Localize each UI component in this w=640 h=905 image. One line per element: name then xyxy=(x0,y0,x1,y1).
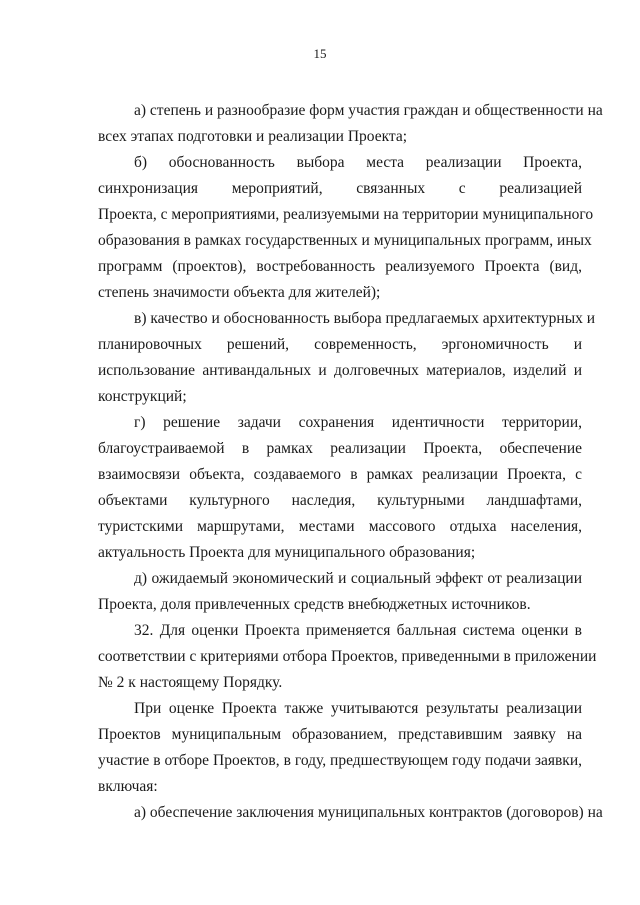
text-line: актуальность Проекта для муниципального образования; xyxy=(98,544,476,561)
criterion-a-paragraph xyxy=(98,98,603,150)
text-line: При оценке Проекта также учитываются результаты реализации xyxy=(134,700,582,717)
text-line: б) обоснованность выбора места реализации Проекта, xyxy=(134,154,582,171)
text-line: № 2 к настоящему Порядку. xyxy=(98,674,283,691)
text-line: соответствии с критериями отбора Проектов, приведенными в приложении xyxy=(98,648,597,665)
evaluation-results-paragraph xyxy=(98,696,582,800)
text-line: взаимосвязи объекта, создаваемого в рамках реализации Проекта, с xyxy=(98,466,582,483)
text-line: в) качество и обоснованность выбора предлагаемых архитектурных и xyxy=(134,310,596,327)
text-line: 32. Для оценки Проекта применяется балльная система оценки в xyxy=(134,622,582,639)
text-line: конструкций; xyxy=(98,388,187,405)
text-line: степень значимости объекта для жителей); xyxy=(98,284,381,301)
text-line: всех этапах подготовки и реализации Проекта; xyxy=(98,128,408,145)
criterion-v-paragraph xyxy=(98,306,596,410)
text-line: д) ожидаемый экономический и социальный эффект от реализации xyxy=(134,570,582,587)
text-line: Проектов муниципальным образованием, представившим заявку на xyxy=(98,726,582,743)
text-line: синхронизация мероприятий, связанных с реализацией xyxy=(98,180,582,197)
text-line: г) решение задачи сохранения идентичности территории, xyxy=(134,414,582,431)
text-line: Проекта, доля привлеченных средств внебюджетных источников. xyxy=(98,596,531,613)
text-line: туристскими маршрутами, местами массового отдыха населения, xyxy=(98,518,582,535)
text-line: а) степень и разнообразие форм участия граждан и общественности на xyxy=(134,102,603,119)
text-line: образования в рамках государственных и муниципальных программ, иных xyxy=(98,232,592,249)
text-line: Проекта, с мероприятиями, реализуемыми на территории муниципального xyxy=(98,206,594,223)
criterion-b-paragraph xyxy=(98,150,594,306)
criterion-g-paragraph xyxy=(98,410,582,566)
results-item-a-paragraph xyxy=(98,800,603,826)
text-line: планировочных решений, современность, эргономичность и xyxy=(98,336,582,353)
criterion-d-paragraph xyxy=(98,566,582,618)
text-line: использование антивандальных и долговечных материалов, изделий и xyxy=(98,362,582,379)
page-number: 15 xyxy=(313,46,327,61)
text-line: благоустраиваемой в рамках реализации Проекта, обеспечение xyxy=(98,440,582,457)
text-line: участие в отборе Проектов, в году, предшествующем году подачи заявки, xyxy=(98,752,582,769)
text-line: а) обеспечение заключения муниципальных контрактов (договоров) на xyxy=(134,804,603,821)
text-line: включая: xyxy=(98,778,158,795)
text-line: программ (проектов), востребованность реализуемого Проекта (вид, xyxy=(98,258,582,275)
text-line: объектами культурного наследия, культурными ландшафтами, xyxy=(98,492,582,509)
section-32-paragraph xyxy=(98,618,597,696)
